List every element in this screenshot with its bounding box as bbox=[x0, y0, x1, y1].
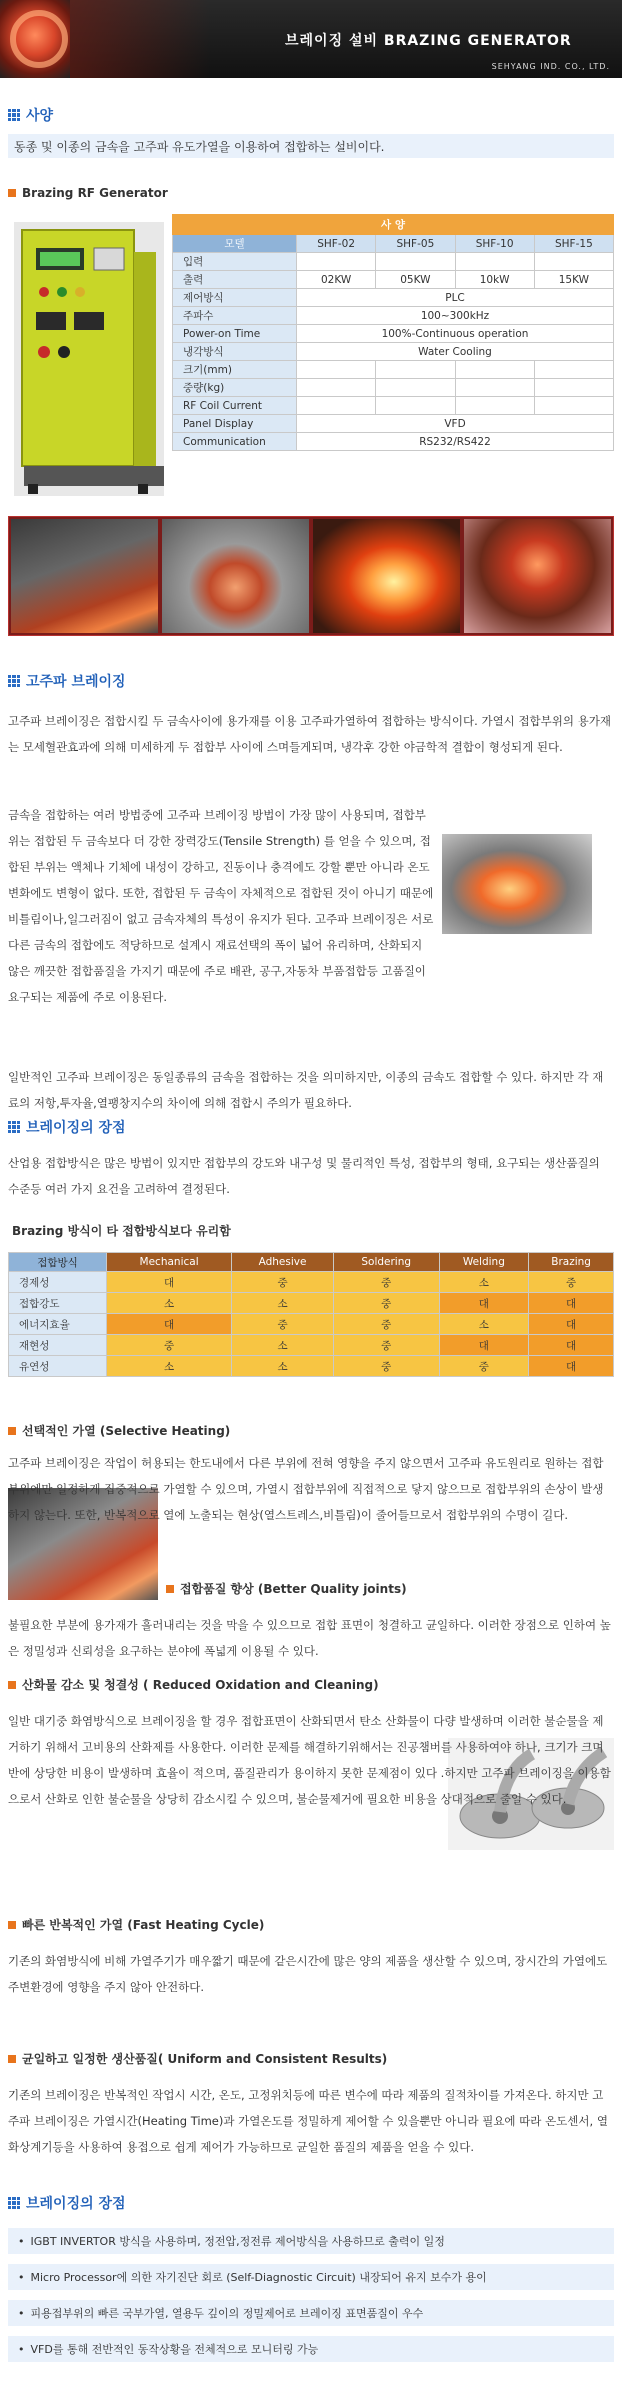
oxidation-text: 일반 대기중 화염방식으로 브레이징을 할 경우 접합표면이 산화되면서 탄소 산화물이 다량 발생하며 이러한 불순물을 제거하기 위해서 고비용의 산화제를 사용한다. 이러한 문제를 해결하기위해서는 진공챔버를 사용하여야 하나, 크기가 크며 반에 상당한 비용이 발생하며 효율이 적으며, 품질관리가 용이하지 못한 문제점이 있다 .하지만 고주파 브레이징을 이용함으로서 산화로 인한 불순물을 상당히 감소시킬 수 있으며, 불순물제거에 필요한 비용을 상대적으로 줄일 수 있다. bbox=[8, 1714, 611, 1806]
table-row: 냉각방식 Water Cooling bbox=[173, 343, 614, 361]
table-row: 에너지효율 대 중 중 소 대 bbox=[9, 1314, 614, 1335]
hf-brazing-paragraph-1: 고주파 브레이징은 접합시킬 두 금속사이에 용가재를 이용 고주파가열하여 접합하는 방식이다. 가열시 접합부위의 용가재는 모세혈관효과에 의해 미세하게 두 접합부 사이에 스며들게되며, 냉각후 강한 야금학적 결합이 형성되게 된다. bbox=[8, 714, 611, 754]
selective-heating-title: 선택적인 가열 (Selective Heating) bbox=[8, 1422, 230, 1439]
spec-caption: 사 양 bbox=[173, 215, 614, 235]
brazing-photo-2 bbox=[162, 519, 309, 633]
brazing-photo-3 bbox=[313, 519, 460, 633]
square-bullet-icon bbox=[8, 2055, 16, 2063]
brazing-photo-4 bbox=[464, 519, 611, 633]
table-row: Power-on Time 100%-Continuous operation bbox=[173, 325, 614, 343]
table-row: 출력 02KW 05KW 10kW 15KW bbox=[173, 271, 614, 289]
page-title: 브레이징 설비 BRAZING GENERATOR bbox=[285, 33, 572, 49]
square-bullet-icon bbox=[8, 1681, 16, 1689]
oxidation-title: 산화물 감소 및 청결성 ( Reduced Oxidation and Cleaning) bbox=[8, 1676, 379, 1693]
coil-photo bbox=[0, 0, 70, 78]
square-bullet-icon bbox=[8, 1427, 16, 1435]
feature-bullet: • VFD를 통해 전반적인 동작상황을 전체적으로 모니터링 가능 bbox=[8, 2336, 614, 2362]
square-bullet-icon bbox=[166, 1585, 174, 1593]
hf-brazing-paragraph-2: 금속을 접합하는 여러 방법중에 고주파 브레이징 방법이 가장 많이 사용되며, 접합부위는 접합된 두 금속보다 더 강한 장력강도(Tensile Strength) 를 얻을 수 있으며, 접합된 부위는 액체나 기체에 내성이 강하고, 진동이나 충격에도 강할 뿐만 아니라 온도변화에도 변형이 없다. 또한, 접합된 두 금속이 자체적으로 접합된 것이 아니기 때문에 비틀림이나,일그러짐이 없고 금속자체의 특성이 유지가 된다. 고주파 브레이징은 서로 다른 금속의 접합에도 적당하므로 설계시 재료선택의 폭이 넓어 유리하며, 산화되지 않은 깨끗한 접합품질을 가지기 때문에 주로 배관, 공구,자동차 부품접합등 고품질이 요구되는 제품에 주로 이용된다. bbox=[8, 808, 434, 1004]
table-row: 중량(kg) bbox=[173, 379, 614, 397]
table-row: 경제성 대 중 중 소 중 bbox=[9, 1272, 614, 1293]
brazing-photo-1 bbox=[11, 519, 158, 633]
table-row: 유연성 소 소 중 중 대 bbox=[9, 1356, 614, 1377]
feature-bullet: • 피용접부위의 빠른 국부가열, 열용두 깊이의 정밀제어로 브레이징 표면품질이 우수 bbox=[8, 2300, 614, 2326]
selective-heating-text: 고주파 브레이징은 작업이 허용되는 한도내에서 다른 부위에 전혀 영향을 주지 않으면서 고주파 유도원리로 원하는 접합부위에만 일정하게 집중적으로 가열할 수 있으며, 가열시 접합부위에 직접적으로 닿지 않으므로 접합부위의 손상이 발생하지 않는다. 또한, 반복적으로 열에 노출되는 현상(열스트레스,비틀림)이 줄어들므로서 접합부위의 수명이 길다. bbox=[8, 1456, 604, 1522]
generator-image bbox=[14, 222, 164, 496]
feature-bullet: • IGBT INVERTOR 방식을 사용하며, 정전압,정전류 제어방식을 사용하므로 출력이 일정 bbox=[8, 2228, 614, 2254]
table-row: 주파수 100~300kHz bbox=[173, 307, 614, 325]
uniform-results-title: 균일하고 일정한 생산품질( Uniform and Consistent Results) bbox=[8, 2050, 387, 2067]
table-row: 입력 bbox=[173, 253, 614, 271]
square-bullet-icon bbox=[8, 189, 16, 197]
square-bullet-icon bbox=[8, 1921, 16, 1929]
hf-brazing-paragraph-3: 일반적인 고주파 브레이징은 동일종류의 금속을 접합하는 것을 의미하지만, 이종의 금속도 접합할 수 있다. 하지만 각 재료의 저항,투자율,열팽창지수의 차이에 의해 접합시 주의가 필요하다. bbox=[8, 1070, 604, 1110]
company-name: SEHYANG IND. CO., LTD. bbox=[491, 62, 610, 71]
grid-icon bbox=[8, 2197, 20, 2209]
fast-heating-title: 빠른 반복적인 가열 (Fast Heating Cycle) bbox=[8, 1916, 264, 1933]
table-row: Panel Display VFD bbox=[173, 415, 614, 433]
quality-joints-text: 불필요한 부분에 용가재가 흘러내리는 것을 막을 수 있으므로 접합 표면이 청결하고 균일하다. 이러한 장점으로 인하여 높은 정밀성과 신뢰성을 요구하는 분야에 폭넓게 이용될 수 있다. bbox=[8, 1618, 611, 1658]
table-row: Communication RS232/RS422 bbox=[173, 433, 614, 451]
advantages-intro: 산업용 접합방식은 많은 방법이 있지만 접합부의 강도와 내구성 및 물리적인 특성, 접합부의 형태, 요구되는 생산품질의 수준등 여러 가지 요건을 고려하여 결정된다. bbox=[8, 1156, 600, 1196]
uniform-results-text: 기존의 브레이징은 반복적인 작업시 시간, 온도, 고정위치등에 따른 변수에 따라 제품의 질적차이를 가져온다. 하지만 고주파 브레이징은 가열시간(Heating Time)과 가열온도를 정밀하게 제어할 수 있을뿐만 아니라 필요에 따라 온도센서, 열화상계기등을 사용하여 용접으로 쉽게 제어가 가능하므로 균일한 품질의 제품을 얻을 수 있다. bbox=[8, 2088, 608, 2154]
feature-bullet: • Micro Processor에 의한 자기진단 회로 (Self-Diagnostic Circuit) 내장되어 유지 보수가 용이 bbox=[8, 2264, 614, 2290]
quality-joints-title: 접합품질 향상 (Better Quality joints) bbox=[166, 1580, 407, 1597]
table-row: 크기(mm) bbox=[173, 361, 614, 379]
rf-generator-subheading: Brazing RF Generator bbox=[8, 186, 168, 200]
fast-heating-text: 기존의 화염방식에 비해 가열주기가 매우짧기 때문에 같은시간에 많은 양의 제품을 생산할 수 있으며, 장시간의 가열에도 주변환경에 영향을 주지 않아 안전하다. bbox=[8, 1954, 608, 1994]
table-row: RF Coil Current bbox=[173, 397, 614, 415]
table-row: 재현성 중 소 중 대 대 bbox=[9, 1335, 614, 1356]
compare-title: Brazing 방식이 타 접합방식보다 유리함 bbox=[12, 1224, 231, 1238]
grid-icon bbox=[8, 1121, 20, 1133]
spec-table: 사 양 모델 SHF-02 SHF-05 SHF-10 SHF-15 입력 출력 02KW 05KW 10kW 15KW 제어방식 PLC 주파수 100~300kHz Power-on Time 100%-Continuous operation 냉각방식 Water Cooling 크기(mm) 중량(kg) RF Coil Current Panel Display VFD Communication RS232/RS422 bbox=[172, 214, 614, 451]
table-row: 접합강도 소 소 중 대 대 bbox=[9, 1293, 614, 1314]
spec-intro: 동종 및 이종의 금속을 고주파 유도가열을 이용하여 접합하는 설비이다. bbox=[8, 134, 614, 158]
comparison-table: 접합방식 Mechanical Adhesive Soldering Welding Brazing 경제성 대 중 중 소 중 접합강도 소 소 중 대 대 에너지효율 대 중 중 소 대 재현성 중 소 중 대 대 유연성 소 소 중 중 대 bbox=[8, 1252, 614, 1377]
coil-brazing-photo bbox=[442, 834, 592, 934]
spec-heading: 사양 bbox=[8, 106, 53, 124]
grid-icon bbox=[8, 675, 20, 687]
header-banner bbox=[0, 0, 622, 78]
table-row: 제어방식 PLC bbox=[173, 289, 614, 307]
hf-brazing-heading: 고주파 브레이징 bbox=[8, 672, 126, 690]
equipment-heading: 브레이징의 장점 bbox=[8, 2194, 126, 2212]
advantages-heading: 브레이징의 장점 bbox=[8, 1118, 126, 1136]
brazing-photo-strip bbox=[8, 516, 614, 636]
grid-icon bbox=[8, 109, 20, 121]
